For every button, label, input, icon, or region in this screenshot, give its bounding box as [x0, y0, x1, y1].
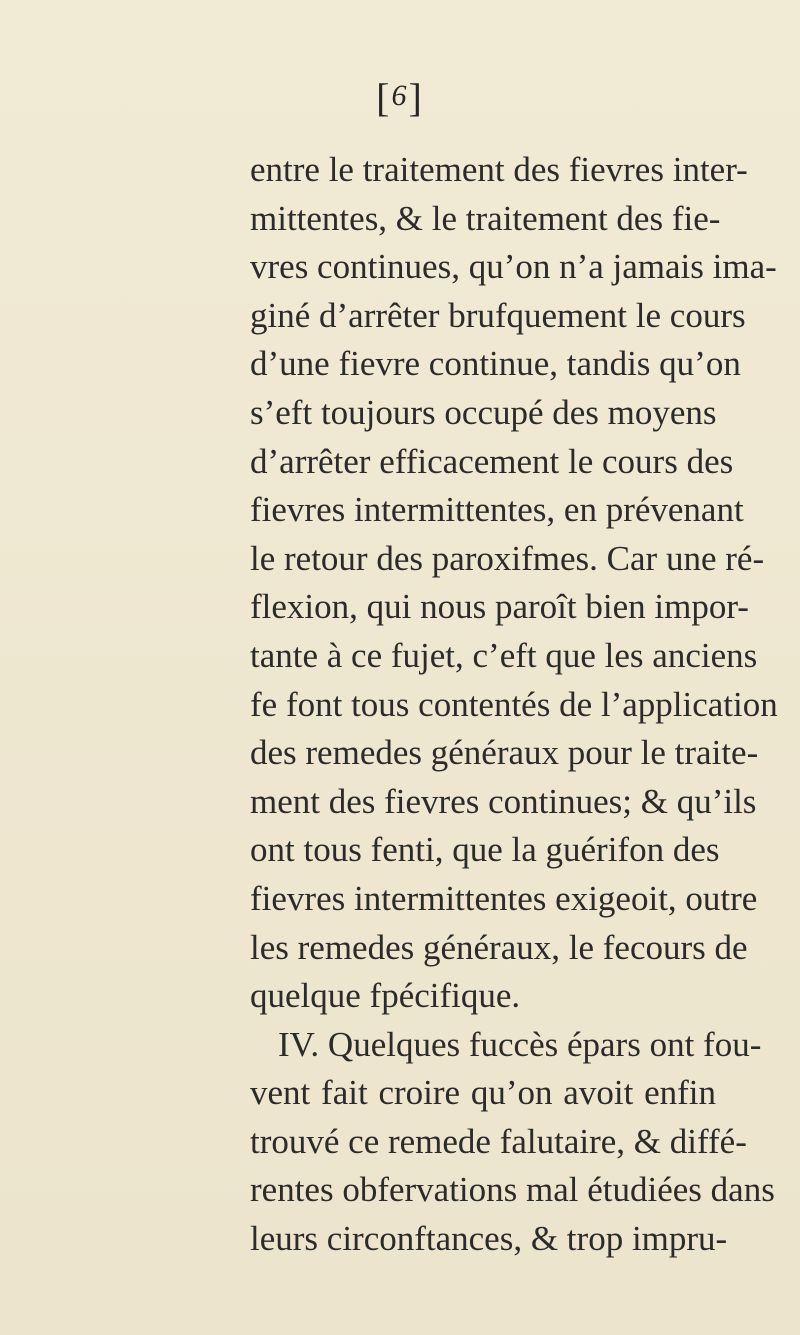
text-line: giné d’arrêter brufquement le cours: [250, 295, 746, 335]
text-line: fe font tous contentés de l’application: [250, 684, 778, 724]
text-line: ont tous fenti, que la guérifon des: [250, 830, 720, 870]
text-line: entre le traitement des fievres inter-: [250, 150, 748, 189]
text-line: quelque fpécifique.: [250, 976, 521, 1016]
text-line: ment des fievres continues; & qu’ils: [250, 781, 757, 821]
page-number-value: 6: [391, 79, 409, 112]
page-number-open-bracket: [: [376, 75, 392, 120]
text-line: les remedes généraux, le fecours de: [250, 927, 748, 967]
text-line: vent fait croire qu’on avoit enfin: [250, 1073, 716, 1113]
text-line: leurs circonftances, & trop impru-: [250, 1219, 728, 1259]
text-line: mittentes, & le traitement des fie-: [250, 198, 721, 238]
text-line: rentes obfervations mal étudiées dans: [250, 1170, 775, 1210]
text-line: s’eft toujours occupé des moyens: [250, 392, 717, 432]
text-line: fievres intermittentes, en prévenant: [250, 490, 744, 530]
text-line: des remedes généraux pour le traite-: [250, 733, 759, 773]
section-start-line: IV. Quelques fuccès épars ont fou-: [278, 1024, 762, 1064]
text-line: trouvé ce remede falutaire, & diffé-: [250, 1121, 747, 1161]
text-line: d’une fievre continue, tandis qu’on: [250, 344, 741, 384]
text-line: tante à ce fujet, c’eft que les anciens: [250, 635, 758, 675]
text-line: flexion, qui nous paroît bien impor-: [250, 587, 749, 627]
text-line: d’arrêter efficacement le cours des: [250, 441, 734, 481]
page-number: [0, 75, 800, 120]
page-number-close-bracket: ]: [408, 75, 424, 120]
body-text: [250, 146, 778, 1264]
text-line: le retour des paroxifmes. Car une ré-: [250, 538, 765, 578]
text-line: fievres intermittentes exigeoit, outre: [250, 878, 758, 918]
text-line: vres continues, qu’on n’a jamais ima-: [250, 247, 777, 287]
